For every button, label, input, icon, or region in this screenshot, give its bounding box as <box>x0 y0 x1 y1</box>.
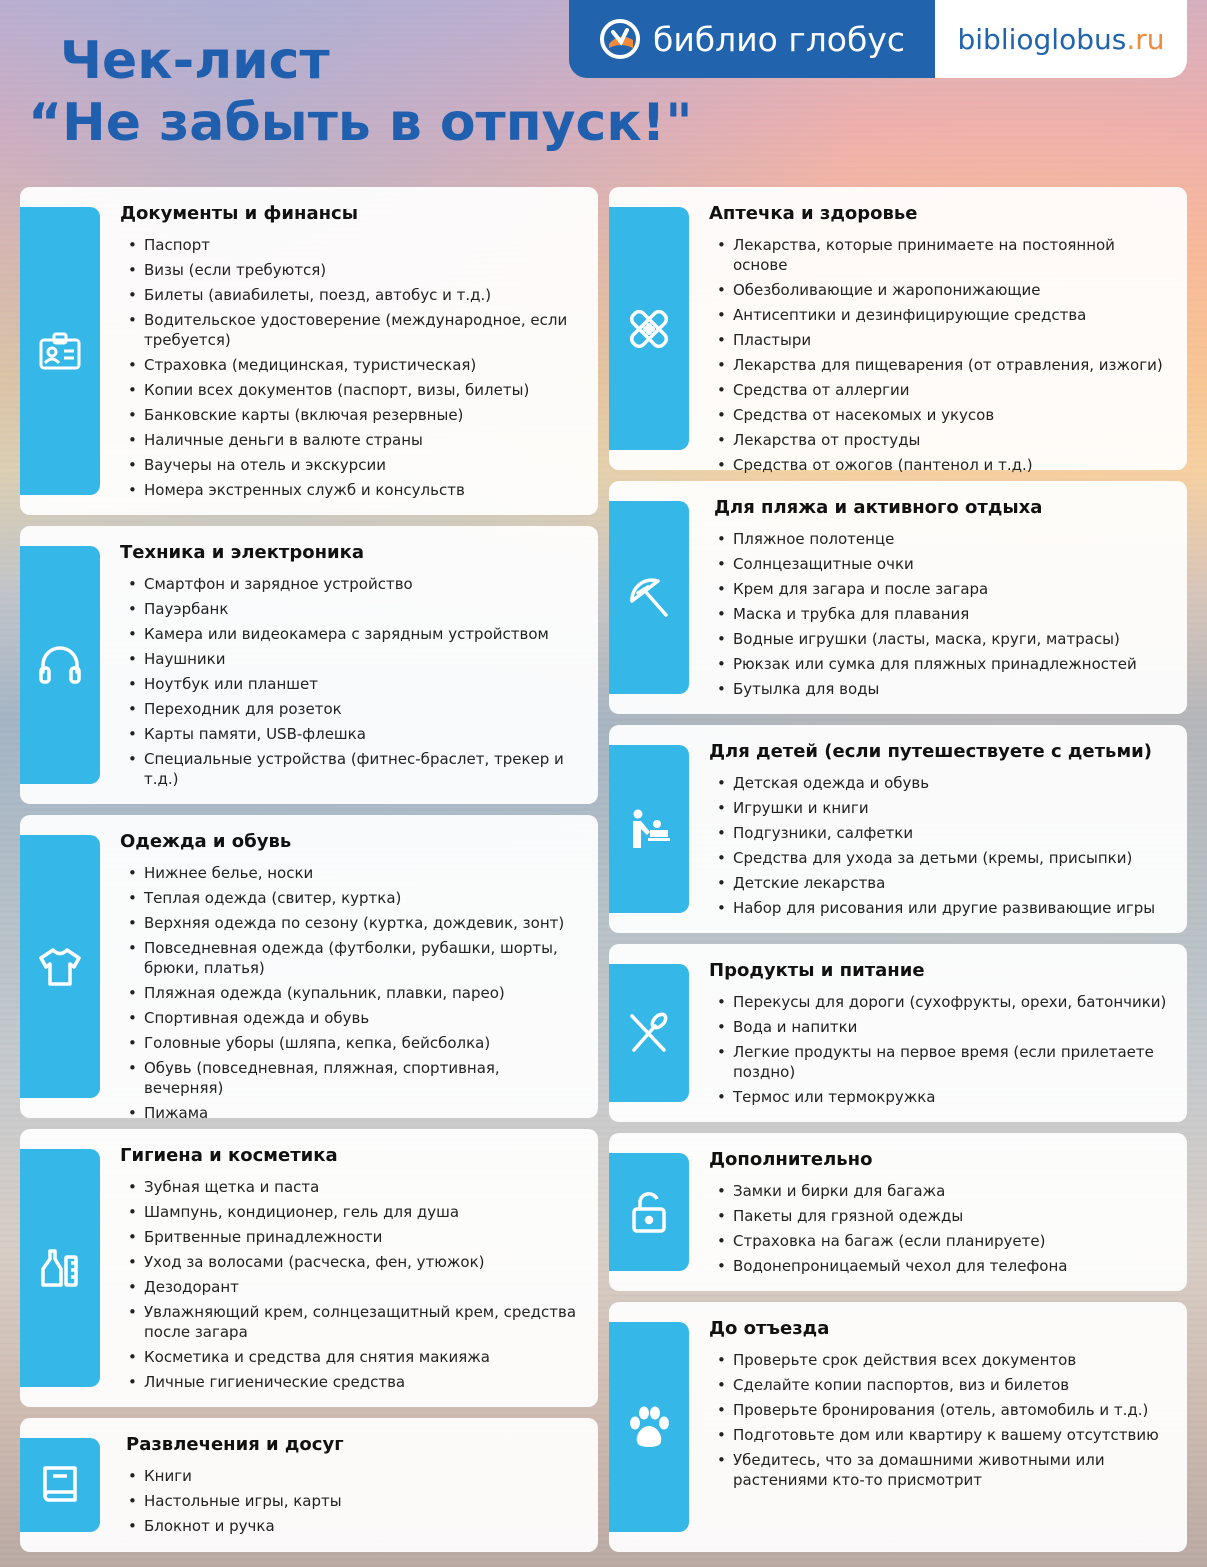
section-health <box>609 187 1187 474</box>
section-hygiene <box>20 1129 598 1407</box>
list-item: • Набор для рисования или другие развивающие игры <box>709 898 1171 918</box>
list-item: • Переходник для розеток <box>120 699 582 719</box>
brand-logo-block[interactable] <box>569 0 935 78</box>
list-item: • Пижама <box>120 1103 582 1123</box>
list-item: • Антисептики и дезинфицирующие средства <box>709 305 1171 325</box>
section-title: Аптечка и здоровье <box>709 203 918 224</box>
list-item: • Пляжная одежда (купальник, плавки, парео) <box>120 983 582 1003</box>
utensils-icon <box>624 1008 674 1058</box>
section-title: Продукты и питание <box>709 960 925 981</box>
list-item: • Пакеты для грязной одежды <box>709 1206 1171 1226</box>
list-item: • Бутылка для воды <box>709 679 1171 699</box>
list-item: • Средства от ожогов (пантенол и т.д.) <box>709 455 1171 475</box>
brand-site: biblioglobus <box>957 22 1127 56</box>
list-item: • Подготовьте дом или квартиру к вашему отсутствию <box>709 1425 1171 1445</box>
padlock-icon <box>624 1187 674 1237</box>
section-title: Дополнительно <box>709 1149 873 1170</box>
checklist <box>120 574 582 794</box>
title-line-1: Чек-лист <box>60 31 330 91</box>
list-item: • Специальные устройства (фитнес-браслет, трекер и т.д.) <box>120 749 582 789</box>
checklist <box>120 1177 582 1397</box>
list-item: • Обезболивающие и жаропонижающие <box>709 280 1171 300</box>
list-item: • Детская одежда и обувь <box>709 773 1171 793</box>
list-item: • Замки и бирки для багажа <box>709 1181 1171 1201</box>
list-item: • Наушники <box>120 649 582 669</box>
brand-banner <box>569 0 1187 78</box>
list-item: • Страховка (медицинская, туристическая) <box>120 355 582 375</box>
list-item: • Подгузники, салфетки <box>709 823 1171 843</box>
section-beach <box>609 481 1187 714</box>
list-item: • Повседневная одежда (футболки, рубашки, шорты, брюки, платья) <box>120 938 582 978</box>
list-item: • Банковские карты (включая резервные) <box>120 405 582 425</box>
list-item: • Маска и трубка для плавания <box>709 604 1171 624</box>
list-item: • Шампунь, кондиционер, гель для душа <box>120 1202 582 1222</box>
list-item: • Блокнот и ручка <box>120 1516 582 1536</box>
beach-umbrella-icon <box>624 573 674 623</box>
list-item: • Спортивная одежда и обувь <box>120 1008 582 1028</box>
book-icon <box>35 1460 85 1510</box>
title-line-2: “Не забыть в отпуск!" <box>28 93 693 153</box>
list-item: • Легкие продукты на первое время (если прилетаете поздно) <box>709 1042 1171 1082</box>
list-item: • Уход за волосами (расческа, фен, утюжок) <box>120 1252 582 1272</box>
brand-site-link[interactable] <box>935 0 1187 78</box>
list-item: • Ноутбук или планшет <box>120 674 582 694</box>
list-item: • Головные уборы (шляпа, кепка, бейсболка) <box>120 1033 582 1053</box>
section-kids <box>609 725 1187 933</box>
list-item: • Дезодорант <box>120 1277 582 1297</box>
section-entertainment <box>20 1418 598 1552</box>
section-title: Гигиена и косметика <box>120 1145 338 1166</box>
list-item: • Билеты (авиабилеты, поезд, автобус и т.д.) <box>120 285 582 305</box>
list-item: • Ваучеры на отель и экскурсии <box>120 455 582 475</box>
section-documents <box>20 187 598 515</box>
list-item: • Перекусы для дороги (сухофрукты, орехи, батончики) <box>709 992 1171 1012</box>
brand-site-tld: .ru <box>1126 22 1165 56</box>
section-title: До отъезда <box>709 1318 830 1339</box>
list-item: • Водительское удостоверение (международное, если требуется) <box>120 310 582 350</box>
list-item: • Солнцезащитные очки <box>709 554 1171 574</box>
checklist <box>709 1350 1171 1495</box>
baby-changing-icon <box>624 804 674 854</box>
checklist <box>709 235 1171 480</box>
section-before-departure <box>609 1302 1187 1552</box>
list-item: • Крем для загара и после загара <box>709 579 1171 599</box>
section-clothing <box>20 815 598 1122</box>
list-item: • Вода и напитки <box>709 1017 1171 1037</box>
section-food <box>609 944 1187 1122</box>
list-item: • Нижнее белье, носки <box>120 863 582 883</box>
list-item: • Зубная щетка и паста <box>120 1177 582 1197</box>
checklist <box>709 992 1171 1112</box>
list-item: • Увлажняющий крем, солнцезащитный крем, средства после загара <box>120 1302 582 1342</box>
section-additional <box>609 1133 1187 1291</box>
list-item: • Камера или видеокамера с зарядным устройством <box>120 624 582 644</box>
list-item: • Лекарства, которые принимаете на постоянной основе <box>709 235 1171 275</box>
id-card-icon <box>35 326 85 376</box>
section-title: Для пляжа и активного отдыха <box>714 497 1043 518</box>
list-item: • Копии всех документов (паспорт, визы, билеты) <box>120 380 582 400</box>
list-item: • Номера экстренных служб и консульств <box>120 480 582 500</box>
list-item: • Косметика и средства для снятия макияжа <box>120 1347 582 1367</box>
list-item: • Книги <box>120 1466 582 1486</box>
biblioglobus-logo-icon <box>599 18 641 60</box>
list-item: • Сделайте копии паспортов, виз и билетов <box>709 1375 1171 1395</box>
list-item: • Верхняя одежда по сезону (куртка, дождевик, зонт) <box>120 913 582 933</box>
list-item: • Средства для ухода за детьми (кремы, присыпки) <box>709 848 1171 868</box>
checklist <box>120 863 582 1128</box>
checklist <box>709 773 1171 923</box>
list-item: • Наличные деньги в валюте страны <box>120 430 582 450</box>
list-item: • Убедитесь, что за домашними животными или растениями кто-то присмотрит <box>709 1450 1171 1490</box>
list-item: • Визы (если требуются) <box>120 260 582 280</box>
list-item: • Паспорт <box>120 235 582 255</box>
list-item: • Средства от насекомых и укусов <box>709 405 1171 425</box>
bandage-icon <box>624 304 674 354</box>
section-electronics <box>20 526 598 804</box>
brand-name: библио глобус <box>652 19 905 59</box>
section-title: Документы и финансы <box>120 203 358 224</box>
section-title: Техника и электроника <box>120 542 365 563</box>
list-item: • Смартфон и зарядное устройство <box>120 574 582 594</box>
list-item: • Лекарства для пищеварения (от отравления, изжоги) <box>709 355 1171 375</box>
list-item: • Бритвенные принадлежности <box>120 1227 582 1247</box>
list-item: • Настольные игры, карты <box>120 1491 582 1511</box>
list-item: • Обувь (повседневная, пляжная, спортивная, вечерняя) <box>120 1058 582 1098</box>
paw-icon <box>624 1402 674 1452</box>
list-item: • Детские лекарства <box>709 873 1171 893</box>
section-title: Для детей (если путешествуете с детьми) <box>709 741 1152 762</box>
list-item: • Пляжное полотенце <box>709 529 1171 549</box>
section-title: Одежда и обувь <box>120 831 292 852</box>
list-item: • Пластыри <box>709 330 1171 350</box>
list-item: • Водные игрушки (ласты, маска, круги, матрасы) <box>709 629 1171 649</box>
list-item: • Водонепроницаемый чехол для телефона <box>709 1256 1171 1276</box>
list-item: • Личные гигиенические средства <box>120 1372 582 1392</box>
list-item: • Проверьте бронирования (отель, автомобиль и т.д.) <box>709 1400 1171 1420</box>
list-item: • Средства от аллергии <box>709 380 1171 400</box>
t-shirt-icon <box>35 942 85 992</box>
list-item: • Игрушки и книги <box>709 798 1171 818</box>
checklist <box>709 529 1171 704</box>
checklist <box>120 1466 582 1541</box>
list-item: • Проверьте срок действия всех документов <box>709 1350 1171 1370</box>
list-item: • Рюкзак или сумка для пляжных принадлежностей <box>709 654 1171 674</box>
list-item: • Карты памяти, USB-флешка <box>120 724 582 744</box>
headphones-icon <box>35 640 85 690</box>
list-item: • Страховка на багаж (если планируете) <box>709 1231 1171 1251</box>
section-title: Развлечения и досуг <box>126 1434 344 1455</box>
list-item: • Термос или термокружка <box>709 1087 1171 1107</box>
cosmetics-icon <box>35 1243 85 1293</box>
list-item: • Теплая одежда (свитер, куртка) <box>120 888 582 908</box>
list-item: • Лекарства от простуды <box>709 430 1171 450</box>
checklist <box>120 235 582 505</box>
checklist <box>709 1181 1171 1281</box>
list-item: • Пауэрбанк <box>120 599 582 619</box>
